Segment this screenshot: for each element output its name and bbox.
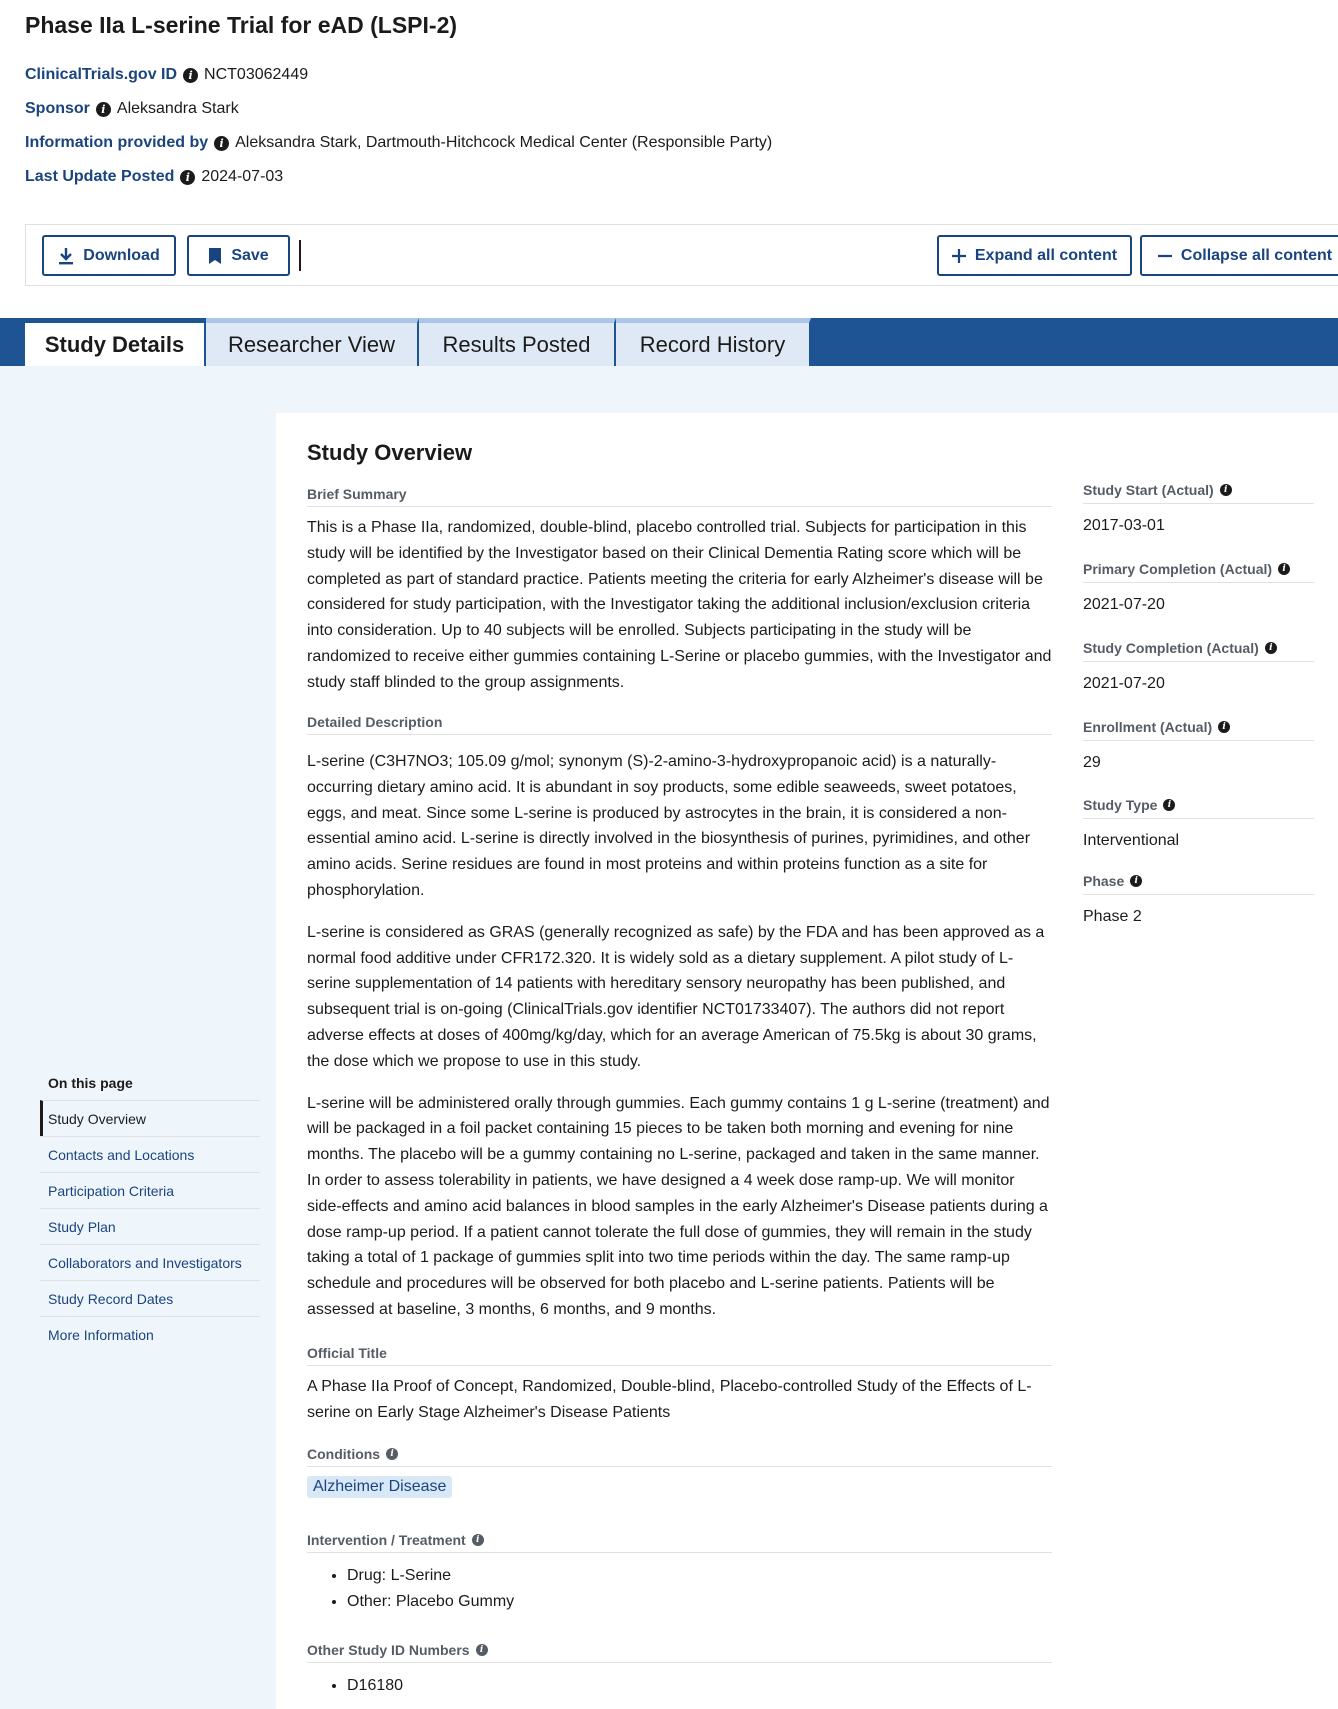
meta-label: ClinicalTrials.gov ID	[25, 66, 178, 83]
page-title: Phase IIa L-serine Trial for eAD (LSPI-2)	[25, 12, 458, 38]
save-button[interactable]	[187, 235, 290, 276]
nav-item-collaborators[interactable]: Collaborators and Investigators	[40, 1244, 260, 1280]
download-button[interactable]	[42, 235, 176, 276]
meta-sponsor	[25, 100, 239, 118]
nav-item-record-dates[interactable]: Study Record Dates	[40, 1280, 260, 1316]
meta-last-update	[25, 168, 283, 186]
fact-study-type	[1083, 797, 1314, 850]
fact-value: 2021-07-20	[1083, 596, 1165, 613]
nav-item-participation-criteria[interactable]: Participation Criteria	[40, 1172, 260, 1208]
fact-value: 2017-03-01	[1083, 517, 1165, 534]
info-icon[interactable]: i	[183, 68, 198, 83]
list-item: • Other: Placebo Gummy	[347, 1589, 1052, 1615]
meta-nct-id	[25, 66, 308, 84]
info-icon[interactable]: i	[1163, 799, 1175, 811]
intervention-section	[307, 1532, 1052, 1615]
tab-results-posted[interactable]: Results Posted	[419, 318, 616, 366]
fact-study-start	[1083, 482, 1314, 535]
fact-label-text: Study Type	[1083, 797, 1158, 813]
info-icon[interactable]: i	[96, 102, 111, 117]
meta-value: Aleksandra Stark	[116, 100, 239, 117]
meta-label: Information provided by	[25, 134, 209, 151]
fact-label-text: Study Start (Actual)	[1083, 482, 1214, 498]
other-ids-label: Other Study ID Numbers	[307, 1642, 470, 1658]
expand-label: Expand all content	[974, 246, 1118, 264]
description-paragraph: L-serine is considered as GRAS (generally recognized as safe) by the FDA and has been approved as a normal food additive under CFR172.320. It is widely sold as a dietary supplement. A pilot study of L-serine supplementation of 14 patients with hereditary sensory neuropathy has been published, and subsequent trial is on-going (ClinicalTrials.gov identifier NCT01733407). The authors did not report adverse effects at doses of 400mg/kg/day, which for an average American of 75.5kg is about 30 grams, the dose which we propose to use in this study.	[307, 923, 1045, 1070]
nav-item-contacts-locations[interactable]: Contacts and Locations	[40, 1136, 260, 1172]
fact-label	[1083, 482, 1314, 504]
info-icon[interactable]: i	[1220, 484, 1232, 496]
description-paragraph: L-serine will be administered orally through gummies. Each gummy contains 1 g L-serine (treatment) and will be packaged in a foil packet containing 15 pieces to be taken both morning and evening for nine months. The placebo will be a gummy containing no L-serine, packaged and taken in the same manner. In order to assess tolerability in patients, we have designed a 4 week dose ramp-up. We will monitor side-effects and amino acid balances in blood samples in the early Alzheimer's Disease patients during a dose ramp-up period. If a patient cannot tolerate the full dose of gummies, they will remain in the study taking a total of 1 package of gummies split into two time periods within the day. The same ramp-up schedule and procedures will be observed for both placebo and L-serine patients. Patients will be assessed at baseline, 3 months, 6 months, and 9 months.	[307, 1094, 1050, 1318]
tab-study-details[interactable]: Study Details	[25, 318, 206, 366]
intervention-label: Intervention / Treatment	[307, 1532, 466, 1548]
description-paragraph: L-serine (C3H7NO3; 105.09 g/mol; synonym (S)-2-amino-3-hydroxypropanoic acid) is a naturally-occurring dietary amino acid. It is abundant in soy products, some edible seaweeds, sweet potatoes, eggs, and meat. Since some L-serine is produced by astrocytes in the brain, it is considered a non-essential amino acid. L-serine is directly involved in the biosynthesis of purines, pyrimidines, and other amino acids. Serine residues are found in most proteins and within proteins function as a site for phosphorylation.	[307, 753, 1031, 899]
fact-label	[1083, 873, 1314, 895]
expand-all-button[interactable]	[937, 235, 1132, 276]
info-icon[interactable]: i	[1265, 642, 1277, 654]
fact-value: Interventional	[1083, 832, 1180, 849]
field-label	[307, 1532, 1052, 1553]
fact-value: 29	[1083, 754, 1101, 771]
nav-item-study-plan[interactable]: Study Plan	[40, 1208, 260, 1244]
nav-item-more-information[interactable]: More Information	[40, 1316, 260, 1352]
fact-label	[1083, 561, 1314, 583]
collapse-label: Collapse all content	[1180, 246, 1333, 264]
fact-study-completion	[1083, 640, 1314, 693]
info-icon[interactable]: i	[1218, 721, 1230, 733]
fact-phase	[1083, 873, 1314, 926]
save-label: Save	[231, 246, 269, 264]
fact-label-text: Study Completion (Actual)	[1083, 640, 1259, 656]
info-icon[interactable]: i	[476, 1644, 488, 1656]
conditions-section	[307, 1446, 1052, 1498]
fact-primary-completion	[1083, 561, 1314, 614]
fact-label-text: Enrollment (Actual)	[1083, 719, 1213, 735]
other-ids-list	[307, 1673, 1052, 1699]
info-icon[interactable]: i	[386, 1448, 398, 1460]
fact-label	[1083, 719, 1314, 741]
field-label: Official Title	[307, 1345, 1052, 1366]
tab-researcher-view[interactable]: Researcher View	[206, 318, 419, 366]
official-title-text: A Phase IIa Proof of Concept, Randomized, Double-blind, Placebo-controlled Study of the Effects of L-serine on Early Stage Alzheimer's Disease Patients	[307, 1378, 1032, 1421]
info-icon[interactable]: i	[1278, 563, 1290, 575]
field-label	[307, 1642, 1052, 1663]
action-toolbar	[25, 224, 1338, 286]
download-icon	[58, 247, 74, 265]
brief-summary-text: This is a Phase IIa, randomized, double-blind, placebo controlled trial. Subjects for participation in this study will be identified by the Investigator based on their Clinical Dementia Rating score which will be completed as part of standard practice. Patients meeting the criteria for early Alzheimer's disease will be considered for study participation, with the Investigator taking the additional inclusion/exclusion criteria into consideration. Up to 40 subjects will be enrolled. Subjects participating in the study will be randomized to receive either gummies containing L-Serine or placebo gummies, with the Investigator and study staff blinded to the group assignments.	[307, 519, 1052, 691]
meta-value: NCT03062449	[204, 66, 309, 83]
meta-info-provided	[25, 134, 772, 152]
meta-value: 2024-07-03	[201, 168, 284, 185]
fact-label	[1083, 640, 1314, 662]
meta-label: Last Update Posted	[25, 168, 175, 185]
fact-enrollment	[1083, 719, 1314, 772]
bookmark-icon	[208, 247, 222, 265]
brief-summary-section	[307, 486, 1052, 696]
on-this-page-nav	[40, 1100, 260, 1352]
collapse-all-button[interactable]	[1140, 235, 1338, 276]
condition-chip[interactable]: Alzheimer Disease	[307, 1476, 452, 1498]
fact-value: Phase 2	[1083, 908, 1142, 925]
info-icon[interactable]: i	[1130, 875, 1142, 887]
meta-label: Sponsor	[25, 100, 90, 117]
fact-value: 2021-07-20	[1083, 675, 1165, 692]
field-label: Brief Summary	[307, 486, 1052, 507]
other-ids-section	[307, 1642, 1052, 1699]
list-item: • Drug: L-Serine	[347, 1563, 1052, 1589]
toolbar-divider	[299, 240, 301, 271]
section-title: Study Overview	[307, 440, 473, 465]
fact-label-text: Primary Completion (Actual)	[1083, 561, 1273, 577]
tab-record-history[interactable]: Record History	[616, 318, 811, 366]
on-this-page-title: On this page	[48, 1075, 133, 1091]
minus-icon	[1158, 249, 1172, 263]
meta-value: Aleksandra Stark, Dartmouth-Hitchcock Medical Center (Responsible Party)	[235, 134, 773, 151]
tab-bar	[0, 318, 1338, 366]
field-label	[307, 1446, 1052, 1467]
fact-label-text: Phase	[1083, 873, 1125, 889]
intervention-list	[307, 1563, 1052, 1615]
info-icon[interactable]: i	[214, 136, 229, 151]
download-label: Download	[83, 246, 160, 264]
list-item: • D16180	[347, 1673, 1052, 1699]
official-title-section	[307, 1345, 1052, 1426]
conditions-label: Conditions	[307, 1446, 381, 1462]
info-icon[interactable]: i	[180, 170, 195, 185]
detailed-description-section	[307, 714, 1052, 1323]
nav-item-study-overview[interactable]: Study Overview	[40, 1100, 260, 1136]
info-icon[interactable]: i	[472, 1534, 484, 1546]
field-label: Detailed Description	[307, 714, 1052, 735]
fact-label	[1083, 797, 1314, 819]
plus-icon	[952, 249, 966, 263]
